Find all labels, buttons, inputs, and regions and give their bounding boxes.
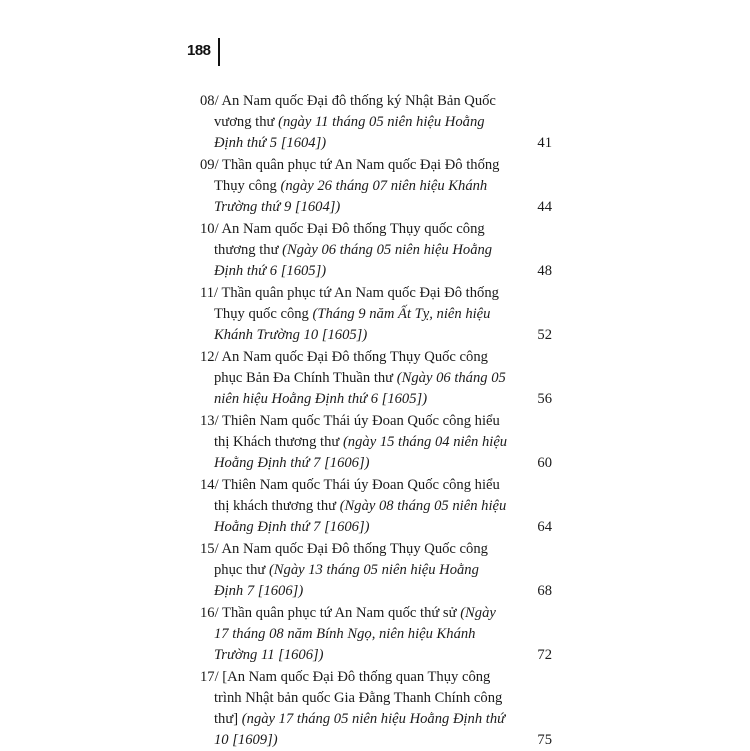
toc-entry-title: 12/ An Nam quốc Đại Đô thống Thụy Quốc công phục Bản Đa Chính Thuần thư <box>200 349 488 386</box>
toc-entry-note: (Tháng 9 năm Ất Tỵ, niên hiệu Khánh Trường 10 [1605]) <box>214 306 491 343</box>
page-number: 188 <box>187 42 211 59</box>
toc-entry-page: 60 <box>537 455 552 471</box>
toc-entry-title: 08/ An Nam quốc Đại đô thống ký Nhật Bản Quốc vương thư <box>200 93 496 130</box>
toc-entry-note: (ngày 17 tháng 05 niên hiệu Hoằng Định thứ 10 [1609]) <box>214 711 506 748</box>
toc-entry <box>200 603 552 666</box>
toc-entry-page: 48 <box>537 263 552 279</box>
toc-entry-page: 56 <box>537 391 552 407</box>
toc-entry-page: 52 <box>537 327 552 343</box>
toc-entry-note: (Ngày 06 tháng 05 niên hiệu Hoằng Định thứ 6 [1605]) <box>214 242 493 279</box>
toc-entry-note: (Ngày 17 tháng 08 năm Bính Ngọ, niên hiệu Khánh Trường 11 [1606]) <box>214 605 496 663</box>
toc-entry-page: 75 <box>537 732 552 748</box>
toc-entry-note: (Ngày 08 tháng 05 niên hiệu Hoằng Định thứ 7 [1606]) <box>214 498 507 535</box>
toc-entry-page: 68 <box>537 583 552 599</box>
toc-entry-note: (Ngày 13 tháng 05 niên hiệu Hoằng Định 7 [1606]) <box>214 562 479 599</box>
toc-entry <box>200 91 552 154</box>
toc-entry <box>200 667 552 751</box>
toc-entry-title: 15/ An Nam quốc Đại Đô thống Thụy Quốc công phục thư <box>200 541 488 578</box>
toc-entry-title: 14/ Thiên Nam quốc Thái úy Đoan Quốc công hiểu thị khách thương thư <box>200 477 500 514</box>
toc-entry <box>200 219 552 282</box>
toc-entry <box>200 475 552 538</box>
toc-entry-title: 17/ [An Nam quốc Đại Đô thống quan Thụy công trình Nhật bản quốc Gia Đằng Thanh Chính công thư] <box>200 669 503 727</box>
toc-entry <box>200 155 552 218</box>
toc-entry-page: 44 <box>537 199 552 215</box>
header-divider <box>218 38 220 66</box>
toc-entry-title: 13/ Thiên Nam quốc Thái úy Đoan Quốc công hiểu thị Khách thương thư <box>200 413 500 450</box>
toc-entry-page: 72 <box>537 647 552 663</box>
toc-entry <box>200 283 552 346</box>
toc-entry <box>200 411 552 474</box>
toc-entry-note: (Ngày 06 tháng 05 niên hiệu Hoằng Định thứ 6 [1605]) <box>214 370 506 407</box>
toc-entry <box>200 539 552 602</box>
toc-entry-title: 09/ Thần quân phục tứ An Nam quốc Đại Đô thống Thụy công <box>200 157 500 194</box>
toc-entry-note: (ngày 15 tháng 04 niên hiệu Hoằng Định thứ 7 [1606]) <box>214 434 508 471</box>
table-of-contents <box>200 91 552 751</box>
toc-entry-note: (ngày 11 tháng 05 niên hiệu Hoằng Định thứ 5 [1604]) <box>214 114 485 151</box>
toc-entry-page: 41 <box>537 135 552 151</box>
toc-entry-page: 64 <box>537 519 552 535</box>
toc-entry-title: 11/ Thần quân phục tứ An Nam quốc Đại Đô thống Thụy quốc công <box>200 285 499 322</box>
toc-entry-note: (ngày 26 tháng 07 niên hiệu Khánh Trường thứ 9 [1604]) <box>214 178 488 215</box>
toc-entry-title: 10/ An Nam quốc Đại Đô thống Thụy quốc công thương thư <box>200 221 485 258</box>
toc-entry <box>200 347 552 410</box>
toc-entry-title: 16/ Thần quân phục tứ An Nam quốc thứ sử <box>200 605 457 621</box>
